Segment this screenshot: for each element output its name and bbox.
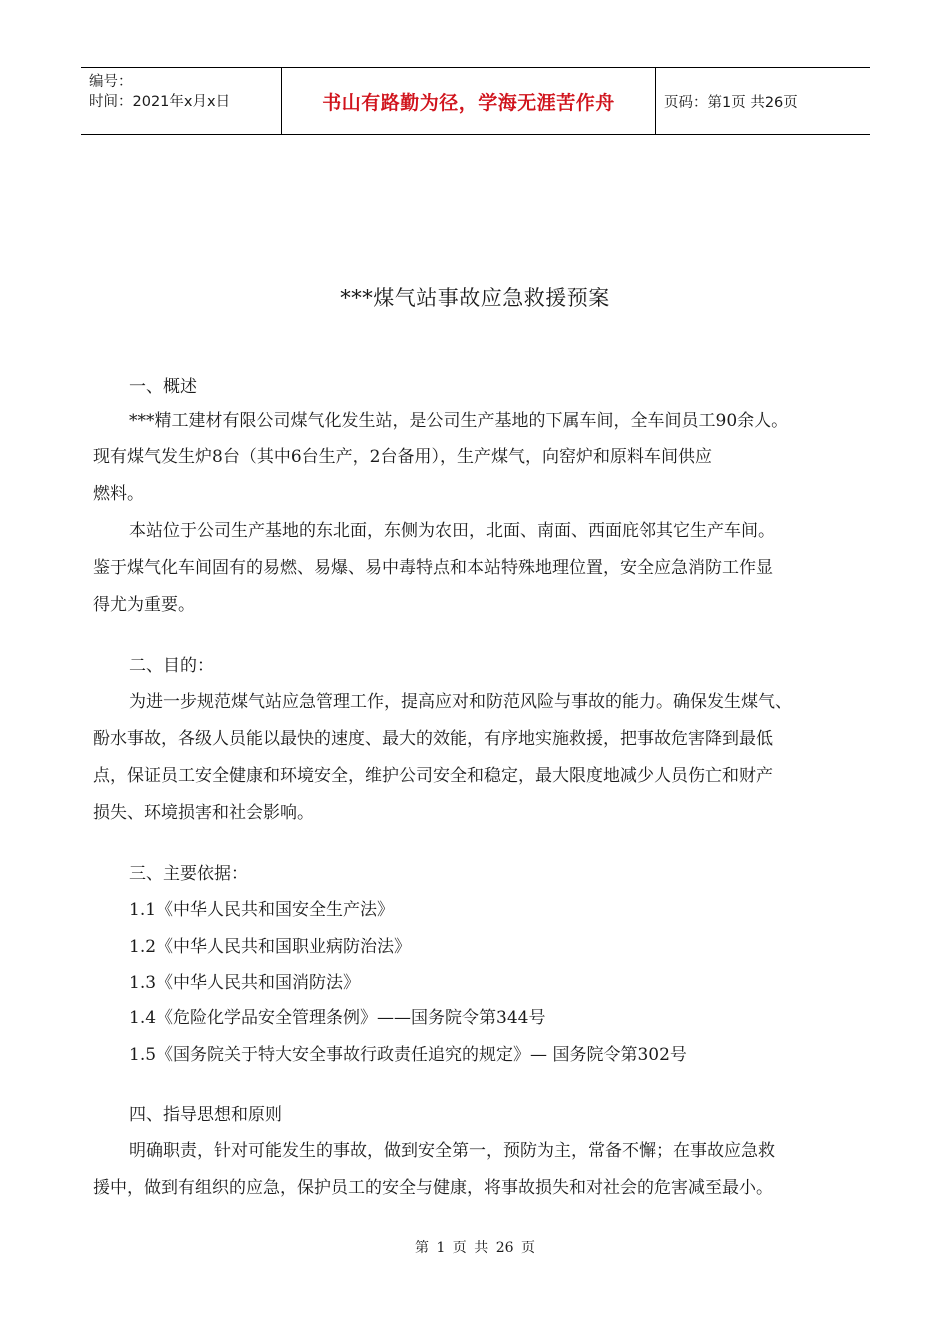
header-page-info: 页码：第1页 共26页 <box>664 94 798 111</box>
paragraph-line: 鉴于煤气化车间固有的易燃、易爆、易中毒特点和本站特殊地理位置，安全应急消防工作显 <box>93 558 773 578</box>
document-title: ***煤气站事故应急救援预案 <box>340 286 610 310</box>
list-item: 1.1《中华人民共和国安全生产法》 <box>129 900 395 920</box>
paragraph-line: 为进一步规范煤气站应急管理工作，提高应对和防范风险与事故的能力。确保发生煤气、 <box>129 692 792 712</box>
paragraph-line: 点，保证员工安全健康和环境安全，维护公司安全和稳定，最大限度地减少人员伤亡和财产 <box>93 766 773 786</box>
section-4-heading: 四、指导思想和原则 <box>129 1105 282 1125</box>
paragraph-line: 燃料。 <box>93 484 144 504</box>
section-3-heading: 三、主要依据： <box>129 864 248 884</box>
paragraph-line: 援中，做到有组织的应急，保护员工的安全与健康，将事故损失和对社会的危害减至最小。 <box>93 1178 773 1198</box>
section-2-heading: 二、目的： <box>129 656 214 676</box>
time-label: 时间：2021年x月x日 <box>89 94 231 110</box>
paragraph-line: ***精工建材有限公司煤气化发生站，是公司生产基地的下属车间，全车间员工90余人。 <box>129 411 789 431</box>
list-item: 1.5《国务院关于特大安全事故行政责任追究的规定》— 国务院令第302号 <box>129 1045 687 1065</box>
paragraph-line: 本站位于公司生产基地的东北面，东侧为农田，北面、南面、西面庇邻其它生产车间。 <box>129 521 775 541</box>
paragraph-line: 酚水事故，各级人员能以最快的速度、最大的效能，有序地实施救援，把事故危害降到最低 <box>93 729 773 749</box>
number-label: 编号： <box>89 74 133 90</box>
header-table <box>81 67 870 135</box>
paragraph-line: 现有煤气发生炉8台（其中6台生产，2台备用），生产煤气，向窑炉和原料车间供应 <box>93 447 712 467</box>
paragraph-line: 损失、环境损害和社会影响。 <box>93 803 314 823</box>
paragraph-line: 明确职责，针对可能发生的事故，做到安全第一，预防为主，常备不懈；在事故应急救 <box>129 1141 775 1161</box>
page-footer: 第 1 页 共 26 页 <box>415 1240 535 1256</box>
header-motto: 书山有路勤为径，学海无涯苦作舟 <box>282 68 656 134</box>
list-item: 1.2《中华人民共和国职业病防治法》 <box>129 937 412 957</box>
paragraph-line: 得尤为重要。 <box>93 595 195 615</box>
section-1-heading: 一、概述 <box>129 377 197 397</box>
header-meta-cell <box>81 68 282 134</box>
list-item: 1.4《危险化学品安全管理条例》——国务院令第344号 <box>129 1008 546 1028</box>
list-item: 1.3《中华人民共和国消防法》 <box>129 973 361 993</box>
